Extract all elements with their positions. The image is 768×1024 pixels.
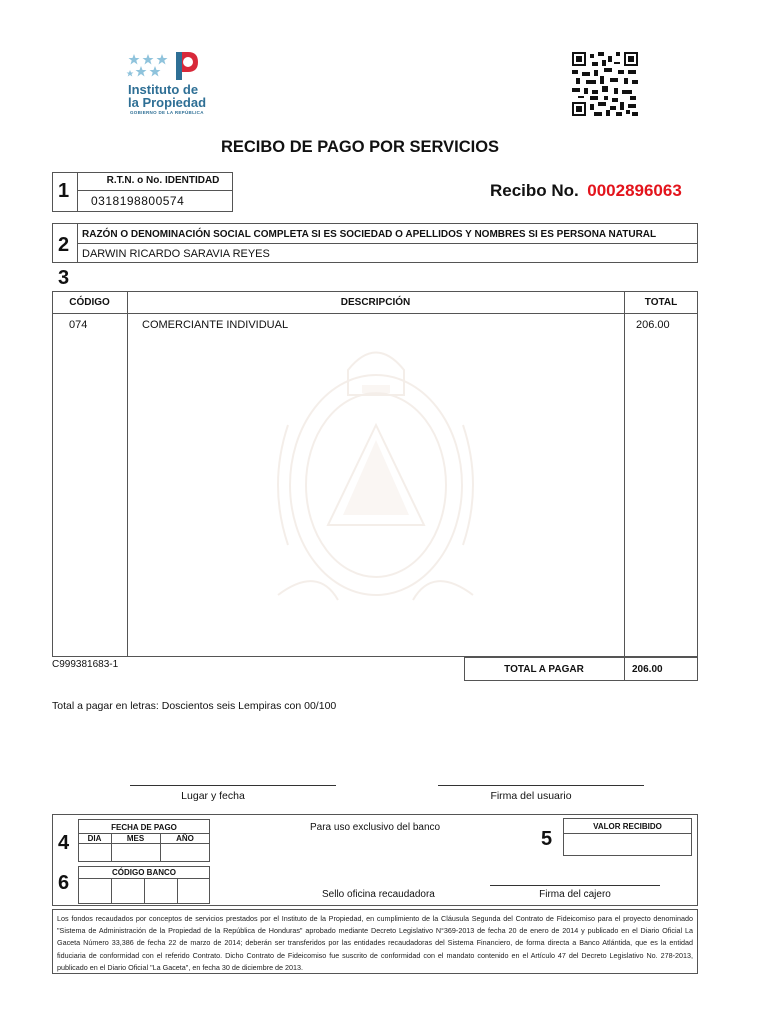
institution-logo [126,50,226,120]
razon-label: RAZÓN O DENOMINACIÓN SOCIAL COMPLETA SI ES SOCIEDAD O APELLIDOS Y NOMBRES SI ES PERSONA NATURAL [82,229,657,240]
receipt-number: 0002896063 [587,181,682,200]
codigo-banco-label: CÓDIGO BANCO [112,868,176,877]
legal-text: Los fondos recaudados por conceptos de servicios prestados por el Instituto de la Propiedad, en cumplimiento de la Cláusula Segunda del Contrato de Fideicomiso para el proyecto denominado "Sistema de Administración de la Propiedad de la República de Honduras" aprobado mediante Decreto Legislativo N°369-2013 de fecha 20 de enero de 2014 y publicado en el Diario Oficial La Gaceta Número 33,386 de fecha 22 de marzo de 2014; deberán ser transferidos por las entidades recaudadoras del Sistema Financiero, de forma directa a Banco Atlántida, que es la entidad fiduciaria de conformidad con el referido Contrato. Dicho Contrato de Fideicomiso fue suscrito de conformidad con el mandato contenido en el Artículo 47 del Decreto Legislativo No. 278-2013, publicado en el Diario Oficial "La Gaceta", en fecha 30 de diciembre de 2013. [57,914,693,972]
header-codigo: CÓDIGO [69,297,110,308]
logo-line-3: GOBIERNO DE LA REPÚBLICA [130,110,204,115]
total-label: TOTAL A PAGAR [504,664,584,675]
header-total: TOTAL [644,297,678,308]
section-number-4: 4 [58,832,70,854]
anio-label: AÑO [176,834,194,843]
total-value: 206.00 [632,664,663,675]
firma-cajero-label: Firma del cajero [539,889,611,900]
mes-label: MES [126,834,145,843]
razon-value: DARWIN RICARDO SARAVIA REYES [82,248,270,260]
header-descripcion: DESCRIPCIÓN [340,297,411,308]
reference-code: C999381683-1 [52,659,119,670]
firma-cajero-line [490,885,660,886]
logo-line-2: la Propiedad [128,95,207,110]
page-title: RECIBO DE PAGO POR SERVICIOS [220,138,500,156]
location-pin-icon [172,50,200,82]
valor-recibido-label: VALOR RECIBIDO [593,822,662,831]
firma-usuario-line [438,785,644,786]
uso-exclusivo-label: Para uso exclusivo del banco [310,822,441,833]
fecha-pago-label: FECHA DE PAGO [111,823,177,832]
logo-line-1: Instituto de [128,82,199,97]
section-number-3: 3 [58,267,70,289]
sello-label: Sello oficina recaudadora [322,889,435,900]
receipt-label: Recibo No. [490,181,579,200]
rtn-label: R.T.N. o No. IDENTIDAD [106,175,220,186]
receipt-number-group [490,181,682,201]
section-number-1: 1 [58,180,70,202]
section-number-6: 6 [58,872,70,894]
lugar-fecha-label: Lugar y fecha [181,790,245,802]
row-descripcion: COMERCIANTE INDIVIDUAL [142,319,289,331]
lugar-fecha-line [130,785,336,786]
row-codigo: 074 [69,319,88,331]
rtn-value: 0318198800574 [91,194,185,208]
logo-stars-icon [126,52,170,82]
section-number-2: 2 [58,234,70,256]
firma-usuario-label: Firma del usuario [490,790,572,802]
qr-code [572,52,638,116]
coat-of-arms-watermark [258,325,493,630]
total-en-letras: Total a pagar en letras: Doscientos seis Lempiras con 00/100 [52,700,337,712]
dia-label: DIA [87,834,102,843]
section-number-5: 5 [541,828,553,850]
row-total: 206.00 [636,319,670,331]
